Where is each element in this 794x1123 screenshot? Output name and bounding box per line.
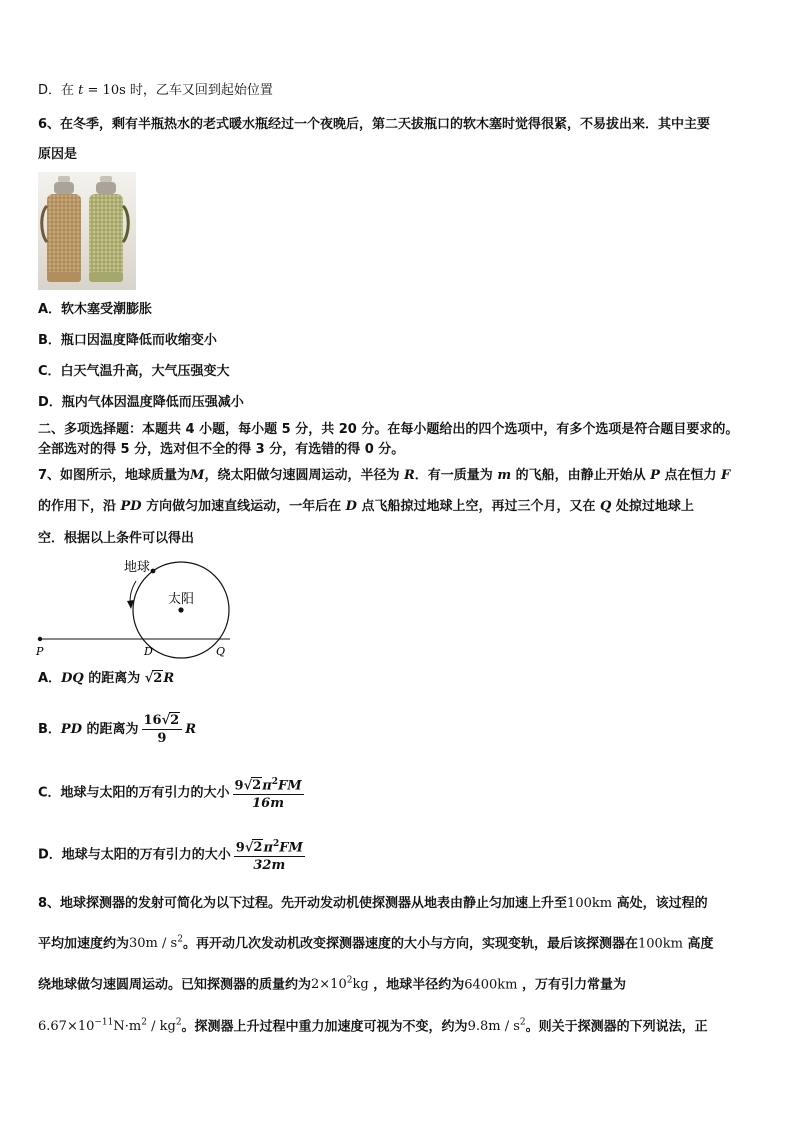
q6-option-b: B．瓶口因温度降低而收缩变小 bbox=[38, 333, 217, 348]
q7-option-d: D．地球与太阳的万有引力的大小 $\frac{9√2\pi^2FM}{32m}$ bbox=[38, 836, 308, 874]
earth-label: 地球 bbox=[124, 560, 151, 575]
q6-stem-line-2: 原因是 bbox=[38, 147, 78, 162]
label-q: Q bbox=[216, 645, 226, 658]
section2-heading-line-2: 全部选对的得 5 分，选对但不全的得 3 分，有选错的得 0 分。 bbox=[38, 442, 405, 457]
q7-stem-line-1: 7、如图所示，地球质量为M，绕太阳做匀速圆周运动，半径为 R．有一质量为 m 的飞船，由静止开始从 P 点在恒力 F bbox=[38, 468, 731, 483]
earth-dot bbox=[151, 569, 156, 574]
q6-option-d: D．瓶内气体因温度降低而压强减小 bbox=[38, 395, 244, 410]
q7-stem-line-3: 空．根据以上条件可以得出 bbox=[38, 531, 195, 546]
section2-heading-line-1: 二、多项选择题：本题共 4 小题，每小题 5 分，共 20 分。在每小题给出的四个选项中，有多个选项是符合题目要求的。 bbox=[38, 422, 739, 437]
sun-label: 太阳 bbox=[168, 592, 195, 607]
q8-line-1: 8、地球探测器的发射可简化为以下过程。先开动发动机使探测器从地表由静止匀加速上升至100km 高处，该过程的 bbox=[38, 896, 708, 911]
orbit-diagram bbox=[32, 553, 242, 659]
q7-stem-line-2: 的作用下，沿 PD 方向做匀加速直线运动，一年后在 D 点飞船掠过地球上空，再过三个月，又在 Q 处掠过地球上 bbox=[38, 499, 694, 514]
q7-option-a: A．DQ 的距离为 √2R bbox=[38, 671, 175, 686]
q7-option-c: C．地球与太阳的万有引力的大小 $\frac{9√2\pi^2FM}{16m}$ bbox=[38, 774, 307, 812]
q8-line-3: 绕地球做匀速圆周运动。已知探测器的质量约为$2\times 10^2kg$ ，地球半径约为6400km ，万有引力常量为 bbox=[38, 976, 627, 993]
sun-dot bbox=[178, 607, 183, 612]
q8-line-4: $6.67\times 10^{-11}N\cdot m^2 / kg^2$。探测器上升过程中重力加速度可视为不变，约为$9.8m / s^2$。则关于探测器的下列说法，正 bbox=[38, 1018, 708, 1035]
q6-option-c: C．白天气温升高，大气压强变大 bbox=[38, 364, 230, 379]
q5-option-d: D．在 t = 10s 时，乙车又回到起始位置 bbox=[38, 83, 273, 98]
q6-stem-line-1: 6、在冬季，剩有半瓶热水的老式暖水瓶经过一个夜晚后，第二天拔瓶口的软木塞时觉得很紧，不易拔出来．其中主要 bbox=[38, 117, 711, 132]
thermos-bottles-photo bbox=[38, 172, 136, 290]
label-d: D bbox=[144, 645, 153, 658]
q6-option-a: A．软木塞受潮膨胀 bbox=[38, 302, 153, 317]
point-p bbox=[38, 637, 42, 641]
q8-line-2: 平均加速度约为$30m / s^2$。再开动几次发动机改变探测器速度的大小与方向，实现变轨，最后该探测器在100km 高度 bbox=[38, 935, 714, 952]
q7-option-b: B．PD 的距离为 $\frac{16√2}{9}$ R bbox=[38, 713, 197, 746]
label-p: P bbox=[36, 645, 44, 658]
